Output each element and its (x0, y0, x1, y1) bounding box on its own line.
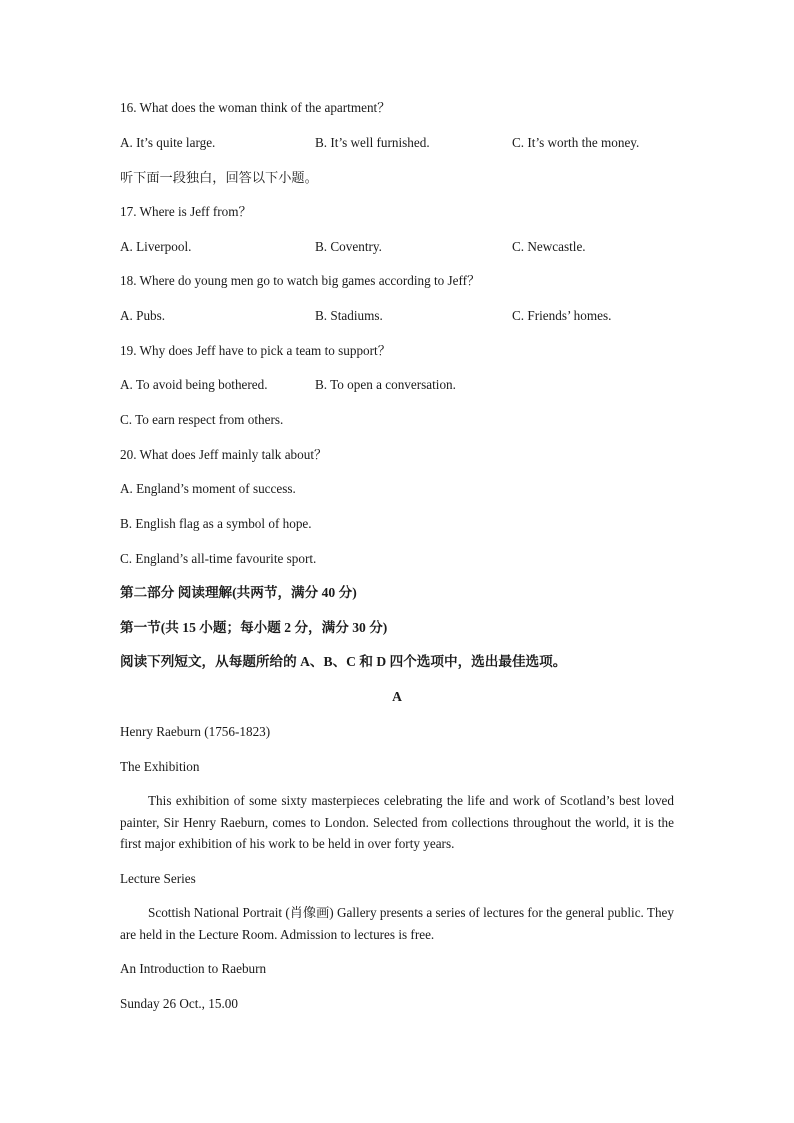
q20-stem: 20. What does Jeff mainly talk about？ (120, 447, 328, 462)
intro-lecture-title: An Introduction to Raeburn (120, 961, 267, 976)
q17-stem: 17. Where is Jeff from？ (120, 204, 252, 219)
q16-option-a: A. It’s quite large. (120, 135, 216, 150)
q17-option-a: A. Liverpool. (120, 239, 192, 254)
section1-heading: 第一节(共 15 小题；每小题 2 分，满分 30 分) (120, 620, 388, 635)
q17-option-b: B. Coventry. (315, 239, 382, 254)
q19-option-b: B. To open a conversation. (315, 377, 456, 392)
q18-stem: 18. Where do young men go to watch big games according to Jeff？ (120, 273, 481, 288)
passage-title: Henry Raeburn (1756-1823) (120, 724, 271, 739)
intro-lecture-time: Sunday 26 Oct., 15.00 (120, 996, 238, 1011)
q20-option-a: A. England’s moment of success. (120, 481, 296, 496)
q16-option-c: C. It’s worth the money. (512, 135, 640, 150)
part2-heading: 第二部分 阅读理解(共两节，满分 40 分) (120, 585, 357, 600)
q16-option-b: B. It’s well furnished. (315, 135, 430, 150)
monologue-instruction: 听下面一段独白，回答以下小题。 (120, 170, 318, 185)
q18-option-c: C. Friends’ homes. (512, 308, 612, 323)
q20-option-c: C. England’s all-time favourite sport. (120, 551, 317, 566)
exhibition-heading: The Exhibition (120, 759, 200, 774)
lecture-heading: Lecture Series (120, 871, 196, 886)
q19-option-a: A. To avoid being bothered. (120, 377, 268, 392)
passage-letter: A (392, 689, 402, 704)
q17-option-c: C. Newcastle. (512, 239, 586, 254)
q19-stem: 19. Why does Jeff have to pick a team to support？ (120, 343, 391, 358)
exhibition-paragraph: This exhibition of some sixty masterpieces celebrating the life and work of Scotland’s best loved painter, Sir Henry Raeburn, comes to London. Selected from collections throughout the world, it is the first major exhibition of his work to be held in over forty years. (120, 793, 674, 851)
q20-option-b: B. English flag as a symbol of hope. (120, 516, 312, 531)
lecture-paragraph: Scottish National Portrait (肖像画) Gallery presents a series of lectures for the general public. They are held in the Lecture Room. Admission to lectures is free. (120, 905, 674, 942)
q16-stem: 16. What does the woman think of the apartment？ (120, 100, 391, 115)
q19-option-c: C. To earn respect from others. (120, 412, 284, 427)
reading-instruction: 阅读下列短文，从每题所给的 A、B、C 和 D 四个选项中，选出最佳选项。 (120, 654, 567, 669)
q18-option-b: B. Stadiums. (315, 308, 383, 323)
q18-option-a: A. Pubs. (120, 308, 166, 323)
